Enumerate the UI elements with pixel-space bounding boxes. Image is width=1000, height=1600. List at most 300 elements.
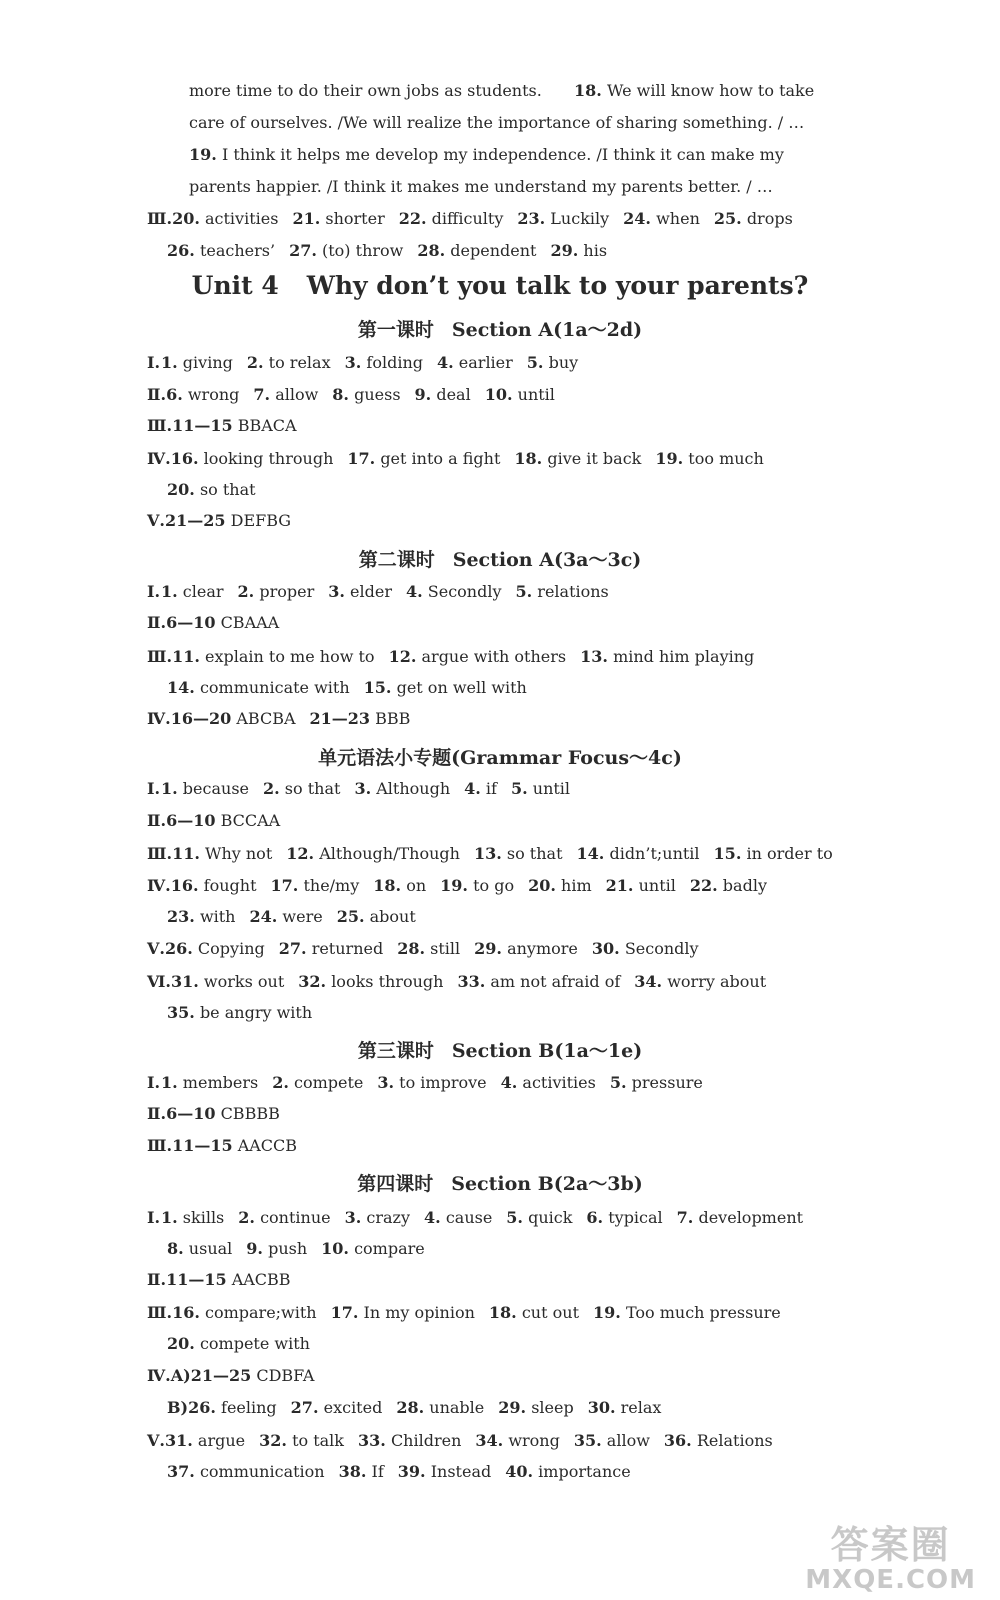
- question-number: 13.: [580, 647, 608, 666]
- question-number: 18.: [514, 449, 543, 468]
- answer-item: [610, 1073, 703, 1092]
- answer-text: Children: [390, 1431, 462, 1450]
- answer-item: [289, 241, 403, 260]
- answer-row: [147, 209, 807, 229]
- question-number: 3.: [377, 1073, 395, 1092]
- answer-text: am not afraid of: [490, 972, 621, 991]
- answer-text: buy: [548, 353, 579, 372]
- question-number: 4.: [405, 582, 423, 601]
- answer-text: fought: [203, 876, 257, 895]
- question-number: 1.: [161, 779, 178, 798]
- answer-item: [489, 1303, 579, 1322]
- question-number: 6—10: [166, 613, 216, 632]
- question-number: 4.: [424, 1208, 441, 1227]
- unit-title: Unit 4 Why don’t you talk to your parents?: [191, 271, 809, 300]
- question-number: 11.: [172, 844, 200, 863]
- answer-text: worry about: [667, 972, 767, 991]
- question-number: 34.: [475, 1431, 504, 1450]
- answer-row: [147, 1136, 311, 1156]
- answer-text: compare: [354, 1239, 425, 1258]
- answer-text: compete: [293, 1073, 364, 1092]
- question-number: 5.: [515, 582, 533, 601]
- answer-text: communication: [199, 1462, 325, 1481]
- answer-row: [147, 779, 584, 799]
- answer-item: [271, 876, 360, 895]
- answer-text: when: [656, 209, 700, 228]
- answer-text: folding: [366, 353, 423, 372]
- answer-item: [505, 1462, 630, 1481]
- answer-text: so that: [199, 480, 256, 499]
- answer-line: more time to do their own jobs as students. 18. We will know how to take: [189, 81, 815, 100]
- question-number: 1.: [161, 1208, 178, 1227]
- answer-text: until: [638, 876, 676, 895]
- answer-text: Why not: [205, 844, 273, 863]
- answer-text: Secondly: [427, 582, 502, 601]
- answer-item: [528, 876, 592, 895]
- question-number: 11—15: [172, 416, 233, 435]
- answer-item: [690, 876, 767, 895]
- answer-text: relax: [620, 1398, 662, 1417]
- answer-item: [171, 709, 296, 728]
- answer-item: [474, 939, 578, 958]
- answer-text: were: [282, 907, 323, 926]
- question-number: 10.: [321, 1239, 349, 1258]
- question-number: 20.: [167, 1334, 195, 1353]
- answer-row: [167, 1398, 675, 1418]
- question-number: 22.: [689, 876, 718, 895]
- question-number: 4.: [436, 353, 454, 372]
- question-number: 29.: [550, 241, 579, 260]
- answer-text: typical: [608, 1208, 663, 1227]
- answer-item: [345, 353, 423, 372]
- answer-item: [677, 1208, 803, 1227]
- question-number: A)21—25: [170, 1366, 252, 1385]
- answer-text: relations: [537, 582, 609, 601]
- answer-text: importance: [538, 1462, 631, 1481]
- question-number: 20.: [167, 480, 195, 499]
- question-number: 9.: [414, 385, 432, 404]
- answer-item: [171, 876, 257, 895]
- question-number: 31.: [164, 1431, 193, 1450]
- question-number: 36.: [663, 1431, 692, 1450]
- answer-row: [147, 1104, 294, 1124]
- question-number: 37.: [167, 1462, 195, 1481]
- answer-item: [475, 1431, 559, 1450]
- answer-text: skills: [182, 1208, 225, 1227]
- answer-row: [167, 480, 270, 500]
- answer-row: [167, 1334, 324, 1354]
- answer-item: [514, 449, 641, 468]
- answer-row: [167, 241, 621, 261]
- answer-text: wrong: [508, 1431, 560, 1450]
- answer-text: badly: [722, 876, 767, 895]
- answer-line: parents happier. /I think it makes me understand my parents better. / …: [189, 177, 773, 196]
- answer-item: [292, 209, 384, 228]
- question-number: 3.: [344, 353, 362, 372]
- answer-item: [623, 209, 700, 228]
- answer-text: if: [485, 779, 497, 798]
- answer-text: anymore: [507, 939, 578, 958]
- answer-item: [238, 1208, 330, 1227]
- question-number: 19.: [440, 876, 468, 895]
- answer-text: unable: [429, 1398, 485, 1417]
- answer-text: cause: [445, 1208, 493, 1227]
- question-number: 9.: [246, 1239, 263, 1258]
- question-number: 3.: [328, 582, 345, 601]
- question-number: 20.: [172, 209, 200, 228]
- question-number: 28.: [397, 939, 426, 958]
- answer-item: [286, 844, 460, 863]
- answer-item: [331, 1303, 475, 1322]
- answer-text: activities: [522, 1073, 596, 1092]
- answer-item: [279, 939, 383, 958]
- roman-numeral: Ⅴ.: [147, 511, 165, 530]
- question-number: 2.: [263, 779, 280, 798]
- answer-item: [171, 449, 334, 468]
- question-number: 2.: [272, 1073, 289, 1092]
- answer-item: [321, 1239, 425, 1258]
- answer-item: [167, 1003, 312, 1022]
- answer-text: argue: [197, 1431, 246, 1450]
- answer-text: AACCB: [237, 1136, 298, 1155]
- answer-item: [424, 1208, 492, 1227]
- question-number: 11—15: [166, 1270, 227, 1289]
- answer-text: the/my: [303, 876, 360, 895]
- answer-item: [511, 779, 570, 798]
- question-number: 2.: [238, 1208, 255, 1227]
- answer-item: [172, 209, 278, 228]
- question-number: 23.: [517, 209, 546, 228]
- roman-numeral: Ⅰ.: [147, 779, 161, 798]
- roman-numeral: Ⅲ.: [147, 209, 173, 228]
- answer-text: didn’t;until: [609, 844, 700, 863]
- question-number: 8.: [332, 385, 349, 404]
- question-number: 16—20: [170, 709, 232, 728]
- question-number: 23.: [167, 907, 195, 926]
- answer-item: [364, 678, 527, 697]
- answer-item: [337, 907, 416, 926]
- answer-text: Instead: [430, 1462, 492, 1481]
- answer-item: [332, 385, 400, 404]
- roman-numeral: Ⅴ.: [147, 939, 165, 958]
- answer-row: [147, 449, 778, 469]
- question-number: 16.: [170, 449, 199, 468]
- answer-item: [399, 209, 504, 228]
- answer-text: Although: [376, 779, 451, 798]
- answer-item: [291, 1398, 383, 1417]
- question-number: 12.: [286, 844, 315, 863]
- answer-item: [166, 1104, 280, 1123]
- answer-row: [147, 1431, 787, 1451]
- answer-item: [485, 385, 555, 404]
- answer-text: too much: [688, 449, 764, 468]
- answer-item: [328, 582, 392, 601]
- answer-text: allow: [606, 1431, 650, 1450]
- answer-row: [147, 876, 781, 896]
- answer-text: CDBFA: [256, 1366, 315, 1385]
- answer-item: [167, 1462, 325, 1481]
- answer-item: [527, 353, 578, 372]
- question-number: 34.: [634, 972, 663, 991]
- answer-text: because: [182, 779, 249, 798]
- roman-numeral: Ⅵ.: [147, 972, 171, 991]
- question-number: 28.: [417, 241, 446, 260]
- question-number: 19.: [655, 449, 684, 468]
- answer-item: [586, 1208, 662, 1227]
- answer-item: [457, 972, 620, 991]
- answer-text: Secondly: [624, 939, 699, 958]
- answer-item: [172, 1303, 317, 1322]
- answer-item: [417, 241, 536, 260]
- answer-text: Copying: [197, 939, 265, 958]
- answer-text: him: [561, 876, 592, 895]
- question-number: 20.: [528, 876, 556, 895]
- answer-item: [167, 1398, 277, 1417]
- answer-item: [593, 1303, 781, 1322]
- answer-item: [397, 939, 460, 958]
- answer-item: [655, 449, 763, 468]
- answer-text: ABCBA: [236, 709, 296, 728]
- answer-item: [440, 876, 514, 895]
- answer-row: [147, 972, 780, 992]
- answer-text: In my opinion: [363, 1303, 475, 1322]
- question-number: 22.: [398, 209, 427, 228]
- answer-item: [263, 779, 340, 798]
- answer-item: [167, 1334, 310, 1353]
- question-number: 15.: [713, 844, 742, 863]
- answer-text: guess: [354, 385, 401, 404]
- answer-item: [574, 1431, 650, 1450]
- question-number: 6—10: [166, 1104, 216, 1123]
- question-number: 28.: [396, 1398, 425, 1417]
- answer-item: [253, 385, 318, 404]
- question-number: 15.: [363, 678, 392, 697]
- question-number: 39.: [397, 1462, 426, 1481]
- answer-row: [167, 907, 430, 927]
- answer-item: [238, 582, 315, 601]
- answer-item: [167, 241, 275, 260]
- answer-item: [171, 1366, 315, 1385]
- answer-text: works out: [203, 972, 285, 991]
- answer-text: returned: [311, 939, 384, 958]
- answer-text: If: [371, 1462, 384, 1481]
- answer-text: members: [182, 1073, 259, 1092]
- answer-text: be angry with: [199, 1003, 313, 1022]
- answer-row: [167, 1239, 439, 1259]
- answer-text: Relations: [696, 1431, 773, 1450]
- answer-text: looking through: [203, 449, 334, 468]
- question-number: 5.: [609, 1073, 627, 1092]
- answer-text: DEFBG: [230, 511, 292, 530]
- answer-text: looks through: [331, 972, 444, 991]
- answer-item: [166, 613, 279, 632]
- question-number: 1.: [161, 353, 178, 372]
- answer-text: with: [199, 907, 236, 926]
- answer-item: [580, 647, 754, 666]
- answer-item: [406, 582, 502, 601]
- question-number: 18.: [373, 876, 402, 895]
- question-number: 17.: [270, 876, 299, 895]
- answer-text: teachers’: [199, 241, 276, 260]
- question-number: 14.: [167, 678, 195, 697]
- question-number: 8.: [167, 1239, 184, 1258]
- answer-item: [165, 939, 265, 958]
- answer-item: [247, 353, 331, 372]
- answer-text: CBAAA: [220, 613, 280, 632]
- answer-text: Too much pressure: [625, 1303, 781, 1322]
- answer-item: [498, 1398, 573, 1417]
- answer-row: [147, 511, 305, 531]
- question-number: 38.: [338, 1462, 367, 1481]
- answer-item: [161, 779, 249, 798]
- answer-text: quick: [528, 1208, 573, 1227]
- answer-text: so that: [506, 844, 563, 863]
- question-number: 40.: [505, 1462, 534, 1481]
- answer-item: [377, 1073, 486, 1092]
- answer-item: [398, 1462, 491, 1481]
- answer-text: (to) throw: [322, 241, 404, 260]
- roman-numeral: Ⅰ.: [147, 353, 161, 372]
- answer-text: compare;with: [205, 1303, 317, 1322]
- roman-numeral: Ⅱ.: [147, 1104, 167, 1123]
- question-number: 5.: [526, 353, 544, 372]
- answer-item: [389, 647, 567, 666]
- answer-item: [249, 907, 322, 926]
- answer-text: until: [517, 385, 555, 404]
- answer-row: [147, 582, 623, 602]
- question-number: 24.: [249, 907, 278, 926]
- answer-item: [310, 709, 411, 728]
- question-number: 11—15: [172, 1136, 233, 1155]
- question-number: 29.: [474, 939, 502, 958]
- answer-text: development: [698, 1208, 804, 1227]
- answer-text: difficulty: [431, 209, 504, 228]
- answer-item: [345, 1208, 410, 1227]
- roman-numeral: Ⅰ.: [147, 1073, 161, 1092]
- answer-text: BBB: [375, 709, 411, 728]
- answer-item: [339, 1462, 384, 1481]
- answer-text: proper: [259, 582, 315, 601]
- question-number: 32.: [298, 972, 327, 991]
- answer-text: explain to me how to: [205, 647, 375, 666]
- answer-text: clear: [182, 582, 224, 601]
- answer-row: [147, 1073, 717, 1093]
- answer-item: [167, 678, 350, 697]
- section-title: 第二课时 Section A(3a～3c): [358, 549, 642, 571]
- question-number: 27.: [290, 1398, 319, 1417]
- answer-text: so that: [284, 779, 341, 798]
- answer-text: giving: [182, 353, 233, 372]
- answer-text: compete with: [199, 1334, 310, 1353]
- question-number: 2.: [237, 582, 255, 601]
- answer-line: care of ourselves. /We will realize the importance of sharing something. / …: [189, 113, 805, 132]
- answer-row: [147, 1270, 305, 1290]
- answer-row: [147, 939, 713, 959]
- answer-item: [166, 811, 280, 830]
- roman-numeral: Ⅲ.: [147, 1303, 173, 1322]
- answer-text: give it back: [547, 449, 642, 468]
- question-number: 1.: [161, 1073, 178, 1092]
- question-number: 33.: [457, 972, 486, 991]
- answer-item: [171, 972, 284, 991]
- answer-item: [501, 1073, 596, 1092]
- answer-item: [347, 449, 500, 468]
- answer-text: argue with others: [421, 647, 567, 666]
- question-number: 31.: [170, 972, 199, 991]
- watermark-logo: 答案圈 MXQE.COM: [805, 1523, 976, 1595]
- question-number: 21.: [605, 876, 634, 895]
- question-number: 26.: [164, 939, 193, 958]
- question-number: 30.: [587, 1398, 616, 1417]
- answer-item: [172, 844, 272, 863]
- answer-row: [147, 353, 592, 373]
- roman-numeral: Ⅰ.: [147, 1208, 161, 1227]
- question-number: 21—23: [309, 709, 371, 728]
- answer-text: to go: [473, 876, 515, 895]
- question-number: 29.: [498, 1398, 527, 1417]
- roman-numeral: Ⅱ.: [147, 1270, 167, 1289]
- answer-item: [714, 209, 793, 228]
- answer-text: elder: [350, 582, 392, 601]
- answer-text: earlier: [458, 353, 513, 372]
- answer-text: CBBBB: [220, 1104, 280, 1123]
- section-title: 第三课时 Section B(1a～1e): [357, 1040, 643, 1062]
- question-number: 7.: [676, 1208, 694, 1227]
- answer-text: on: [406, 876, 427, 895]
- answer-text: AACBB: [231, 1270, 291, 1289]
- answer-text: still: [430, 939, 461, 958]
- answer-text: drops: [746, 209, 793, 228]
- answer-item: [714, 844, 833, 863]
- question-number: 25.: [713, 209, 742, 228]
- section-title: 第四课时 Section B(2a～3b): [357, 1173, 643, 1195]
- question-number: 30.: [591, 939, 620, 958]
- answer-row: [147, 1366, 328, 1386]
- question-number: 12.: [388, 647, 417, 666]
- answer-text: dependent: [450, 241, 537, 260]
- answer-text: activities: [205, 209, 279, 228]
- answer-text: crazy: [366, 1208, 411, 1227]
- question-number: B)26.: [167, 1398, 216, 1417]
- question-number: 1.: [161, 582, 178, 601]
- answer-text: to relax: [268, 353, 331, 372]
- answer-text: deal: [436, 385, 471, 404]
- answer-item: [165, 511, 291, 530]
- question-number: 5.: [510, 779, 528, 798]
- question-number: 16.: [172, 1303, 200, 1322]
- answer-row: [147, 647, 768, 667]
- answer-row: [167, 1462, 645, 1482]
- roman-numeral: Ⅲ.: [147, 1136, 173, 1155]
- answer-item: [298, 972, 443, 991]
- answer-item: [588, 1398, 662, 1417]
- answer-row: [147, 385, 569, 405]
- answer-text: pressure: [631, 1073, 703, 1092]
- answer-text: Luckily: [550, 209, 610, 228]
- answer-text: allow: [275, 385, 319, 404]
- question-number: 4.: [464, 779, 481, 798]
- answer-item: [167, 480, 256, 499]
- answer-item: [437, 353, 513, 372]
- roman-numeral: Ⅳ.: [147, 1366, 171, 1385]
- answer-row: [147, 1303, 795, 1323]
- answer-item: [517, 209, 609, 228]
- answer-item: [506, 1208, 572, 1227]
- answer-item: [664, 1431, 773, 1450]
- question-number: 2.: [246, 353, 264, 372]
- answer-item: [592, 939, 699, 958]
- answer-text: to talk: [292, 1431, 344, 1450]
